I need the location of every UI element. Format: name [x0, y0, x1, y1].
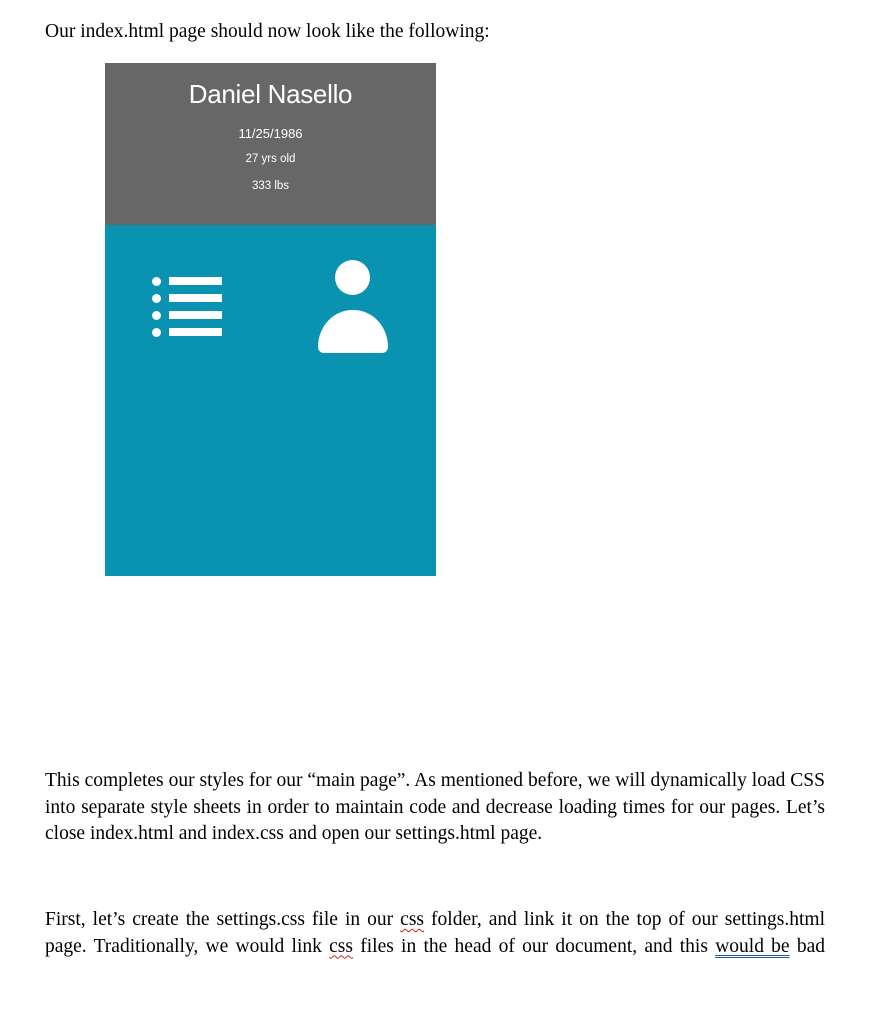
- profile-weight: 333 lbs: [251, 180, 290, 192]
- intro-text: Our index.html page should now look like the following:: [45, 21, 490, 42]
- app-preview-screenshot: [105, 63, 436, 576]
- grammar-flag: would be: [715, 935, 790, 957]
- paragraph-main-page: This completes our styles for our “main page”. As mentioned before, we will dynamically load CSS into separate style sheets in order to maintain code and decrease loading times for our pages. Let’s close index.html and index.css and open our settings.html page.: [45, 770, 825, 844]
- list-icon[interactable]: [152, 276, 224, 338]
- profile-header: [105, 63, 436, 225]
- spelling-flag: css: [329, 935, 353, 957]
- paragraph-settings-css: [45, 907, 825, 960]
- spelling-flag: css: [400, 909, 425, 930]
- profile-dob: 11/25/1986: [238, 126, 303, 141]
- profile-age: 27 yrs old: [245, 153, 296, 165]
- user-icon[interactable]: [317, 260, 389, 355]
- profile-name: Daniel Nasello: [188, 79, 353, 109]
- paragraph-line-2: page. Traditionally, we would link css files in the head of our document, and this would be bad: [45, 935, 825, 957]
- paragraph-line-1: First, let’s create the settings.css file in our css folder, and link it on the top of our settings.html: [45, 909, 825, 930]
